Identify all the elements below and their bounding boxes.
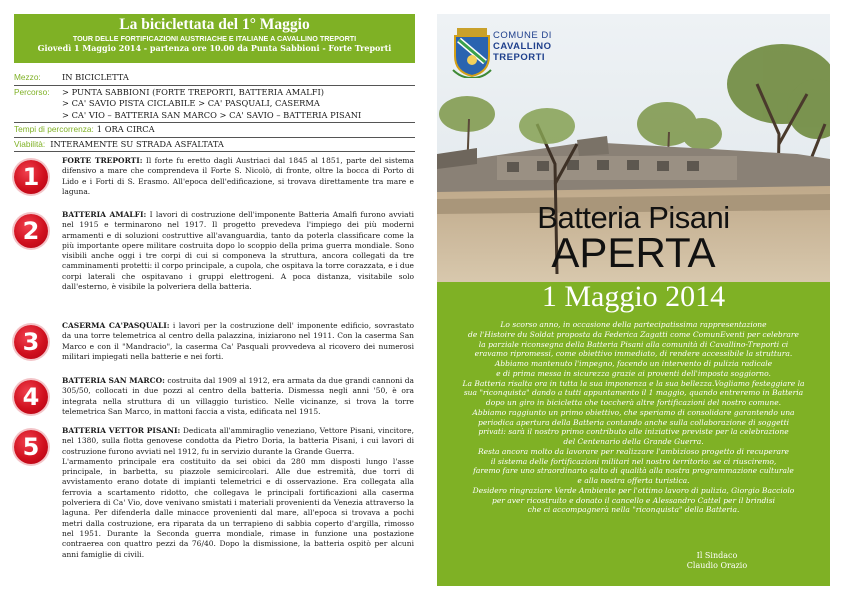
message-line: de l'Histoire du Soldat proposta da Federica Zagatti come ComunEventi per celebrare xyxy=(468,329,799,339)
message-line: Abbiamo raggiunto un primo obiettivo, che speriamo di consolidare garantendo una xyxy=(472,407,795,417)
info-tempi xyxy=(14,124,415,136)
divider xyxy=(14,137,415,138)
poster-title-aperta: APERTA xyxy=(551,229,716,276)
message-line: La Batteria risalta ora in tutta la sua imponenza e la sua bellezza.Vogliamo festeggiare la xyxy=(462,378,805,388)
section-heading: CASERMA CA'PASQUALI: xyxy=(62,321,170,330)
message-line: il sistema delle fortificazioni militari nel nostro territorio: se ci riusciremo, xyxy=(490,456,777,466)
message-line: del Centenario della Grande Guerra. xyxy=(563,437,704,446)
divider xyxy=(14,85,415,86)
info-percorso xyxy=(14,87,415,122)
message-line: sua "riconquista" dando a tutti appuntamento il 1 maggio, quando entreremo in Batteria xyxy=(463,388,804,398)
mezzo-value: IN BICICLETTA xyxy=(62,72,129,82)
message-line: per aver ricostruito e donato il cancello e Alessandro Cattel per il brindisi xyxy=(491,495,776,505)
number-badge: 4 xyxy=(14,380,48,414)
number-badge: 5 xyxy=(14,430,48,464)
signature-name: Claudio Orazio xyxy=(686,561,748,570)
message-line: faremo fare uno straordinario salto di qualità alla nostra programmazione culturale xyxy=(473,466,794,476)
section-body: costruita dal 1909 al 1912, era armata da due grandi cannoni da 305/50, collocati in due pozzi al centro della batteria. Dismessa negli anni '50, è ora integrata nella struttura di un villaggio turistico. Nelle vicinanze, si trova la torre telemetrica San Marco, in mattoni faccia a vista, edificata nel 1915. xyxy=(62,376,415,416)
poster-column xyxy=(437,14,830,586)
section-text xyxy=(62,376,414,417)
percorso-line: > PUNTA SABBIONI (FORTE TREPORTI, BATTERIA AMALFI) xyxy=(62,86,324,97)
viabilita-value: INTERAMENTE SU STRADA ASFALTATA xyxy=(50,138,224,149)
signature-role: Il Sindaco xyxy=(696,551,738,560)
number-badge: 2 xyxy=(14,214,48,248)
divider xyxy=(14,151,415,152)
percorso-label: Percorso: xyxy=(14,86,50,97)
info-viabilita xyxy=(14,139,415,151)
percorso-line: > CA' SAVIO PISTA CICLABILE > CA' PASQUALI, CASERMA xyxy=(62,98,320,108)
number-badge: 3 xyxy=(14,325,48,359)
message-line: che ci accompagnerà nella "riconquista" della Batteria. xyxy=(527,505,740,515)
poster-title: Batteria Pisani xyxy=(537,200,730,235)
message-line: e di prima messa in sicurezza grazie ai proventi dell'imposta soggiorno. xyxy=(496,368,771,378)
section-text xyxy=(62,426,414,560)
message-line: la parziale riconsegna della Batteria Pisani alla comunità di Cavallino-Treporti ci xyxy=(478,339,789,349)
section-body: I lavori di costruzione dell'imponente Batteria Amalfi furono avviati nel 1915 e terminarono nel 1917. Il progetto prevedeva l'impiego dei più moderni armamenti e di soluzioni costruttive all'avanguardia, tanto da poterla classificare come la più importante opere militare costruita dopo lo scoppio della prima guerra mondiale. Sono visibili anche oggi i tre corpi di cui si componeva la struttura, ancora collegati da tre camminamenti protetti: il corpo principale, a cupola, che ospitava la torre corazzata, e i due corpi laterali che ospitavano i gruppi elettrogeni. A poca distanza, visitabile solo dall'esterno, è visibile la polveriera della batteria. xyxy=(62,210,414,292)
message-line: privati: sarà il nostro primo contributo alle iniziative previste per la celebrazione xyxy=(478,427,789,437)
comune-line: TREPORTI xyxy=(493,52,546,63)
message-line: dopo un giro in bicicletta che toccherà altre fortificazioni del nostro comune. xyxy=(485,398,782,407)
tempi-label: Tempi di percorrenza: xyxy=(14,124,94,134)
message-line: periodica apertura della Batteria contando anche sulla collaborazione di soggetti xyxy=(477,417,790,427)
poster-date: 1 Maggio 2014 xyxy=(541,280,726,313)
viabilita-label: Viabilità: xyxy=(14,138,46,149)
section-text xyxy=(62,321,414,362)
left-column xyxy=(14,14,415,586)
divider xyxy=(14,122,415,123)
section-heading: FORTE TREPORTI: xyxy=(62,156,143,165)
comune-name xyxy=(493,30,552,63)
section-body-continued: L'armamento principale era costituito da sei obici da 280 mm disposti lungo l'asse principale, in barbetta, su piazzole semicircolari. Alle due estremità, due torri di avvistamento erano dotate di impianti telemetrici e di osservazione. Era collegata alla ferrovia a scartamento ridotto, che collegava le principali fortificazioni alla caserma polveriera di Ca' Vio, dove venivano smistati i materiali provenienti da Venezia attraverso la laguna. Per difenderla dalle minacce provenienti dal mare, all'epoca si trovava a pochi metri dalla costruzione, era riparata da un terrapieno di sabbia coperto d'argilla, rimosso nel 1951. Durante la Seconda guerra mondiale, rimase in funzione una postazione contraerea con quattro pezzi da 76/40. Dopo la dismissione, la batteria ospitò per alcuni anni famiglie di civili. xyxy=(62,456,414,559)
section-text xyxy=(62,210,414,292)
tour-title: La biciclettata del 1° Maggio xyxy=(119,16,310,33)
signature xyxy=(667,551,767,571)
message-line: Lo scorso anno, in occasione della partecipatissima rappresentazione xyxy=(500,320,767,329)
section-body: i lavori per la costruzione dell' imponente edificio, sovrastato da una torre telemetrica al centro della palazzina, iniziarono nel 1911. Con la caserma San Marco e con il "Mandracio", la caserma Ca' Pasquali provvedeva al ricovero dei numerosi militari impiegati nella batterie e nei forti. xyxy=(62,321,414,361)
poster-message xyxy=(453,320,814,515)
message-line: e alla nostra offerta turistica. xyxy=(577,476,690,485)
coat-of-arms-icon xyxy=(451,26,493,78)
mezzo-label: Mezzo: xyxy=(14,72,41,82)
tour-date-line: Giovedì 1 Maggio 2014 - partenza ore 10.00 da Punta Sabbioni - Forte Treporti xyxy=(37,43,392,53)
tour-subtitle: TOUR DELLE FORTIFICAZIONI AUSTRIACHE E ITALIANE A CAVALLINO TREPORTI xyxy=(72,34,357,43)
message-line: Resta ancora molto da lavorare per realizzare l'ambizioso progetto di recuperare xyxy=(477,446,790,456)
message-line: eravamo ripromessi, come obiettivo immediato, di rendere accessibile la struttura. xyxy=(474,349,793,359)
percorso-line: > CA' VIO – BATTERIA SAN MARCO > CA' SAVIO – BATTERIA PISANI xyxy=(62,109,362,120)
message-line: Desidero ringraziare Verde Ambiente per l'ottimo lavoro di pulizia, Giorgio Bacciolo xyxy=(472,485,795,495)
comune-line: CAVALLINO xyxy=(493,41,552,52)
title-banner xyxy=(14,14,415,63)
section-body: Dedicata all'ammiraglio veneziano, Vettore Pisani, vincitore, nel 1380, sulla flotta genovese condotta da Pietro Doria, la batteria Pisani, i cui lavori di costruzione furono avviati nel 1912, fu in servizio durante la Grande Guerra. xyxy=(62,426,414,456)
section-heading: BATTERIA VETTOR PISANI: xyxy=(62,426,181,435)
section-body: Il forte fu eretto dagli Austriaci dal 1845 al 1851, parte del sistema difensivo a mare che comprendeva il Forte S. Nicolò, di fronte, oltre la bocca di Porto di Lido e i Forti di S. Erasmo. All'epoca dell'edificazione, si trovava direttamente tra mare e laguna. xyxy=(62,156,414,196)
message-line: Abbiamo mantenuto l'impegno, facendo un intervento di pulizia radicale xyxy=(494,359,773,368)
comune-line: COMUNE DI xyxy=(493,30,552,41)
tempi-value: 1 ORA CIRCA xyxy=(96,124,155,134)
section-text xyxy=(62,156,414,197)
section-heading: BATTERIA AMALFI: xyxy=(62,210,147,219)
tour-info xyxy=(14,72,415,152)
info-mezzo xyxy=(14,72,415,84)
section-heading: BATTERIA SAN MARCO: xyxy=(62,376,165,385)
number-badge: 1 xyxy=(14,160,48,194)
